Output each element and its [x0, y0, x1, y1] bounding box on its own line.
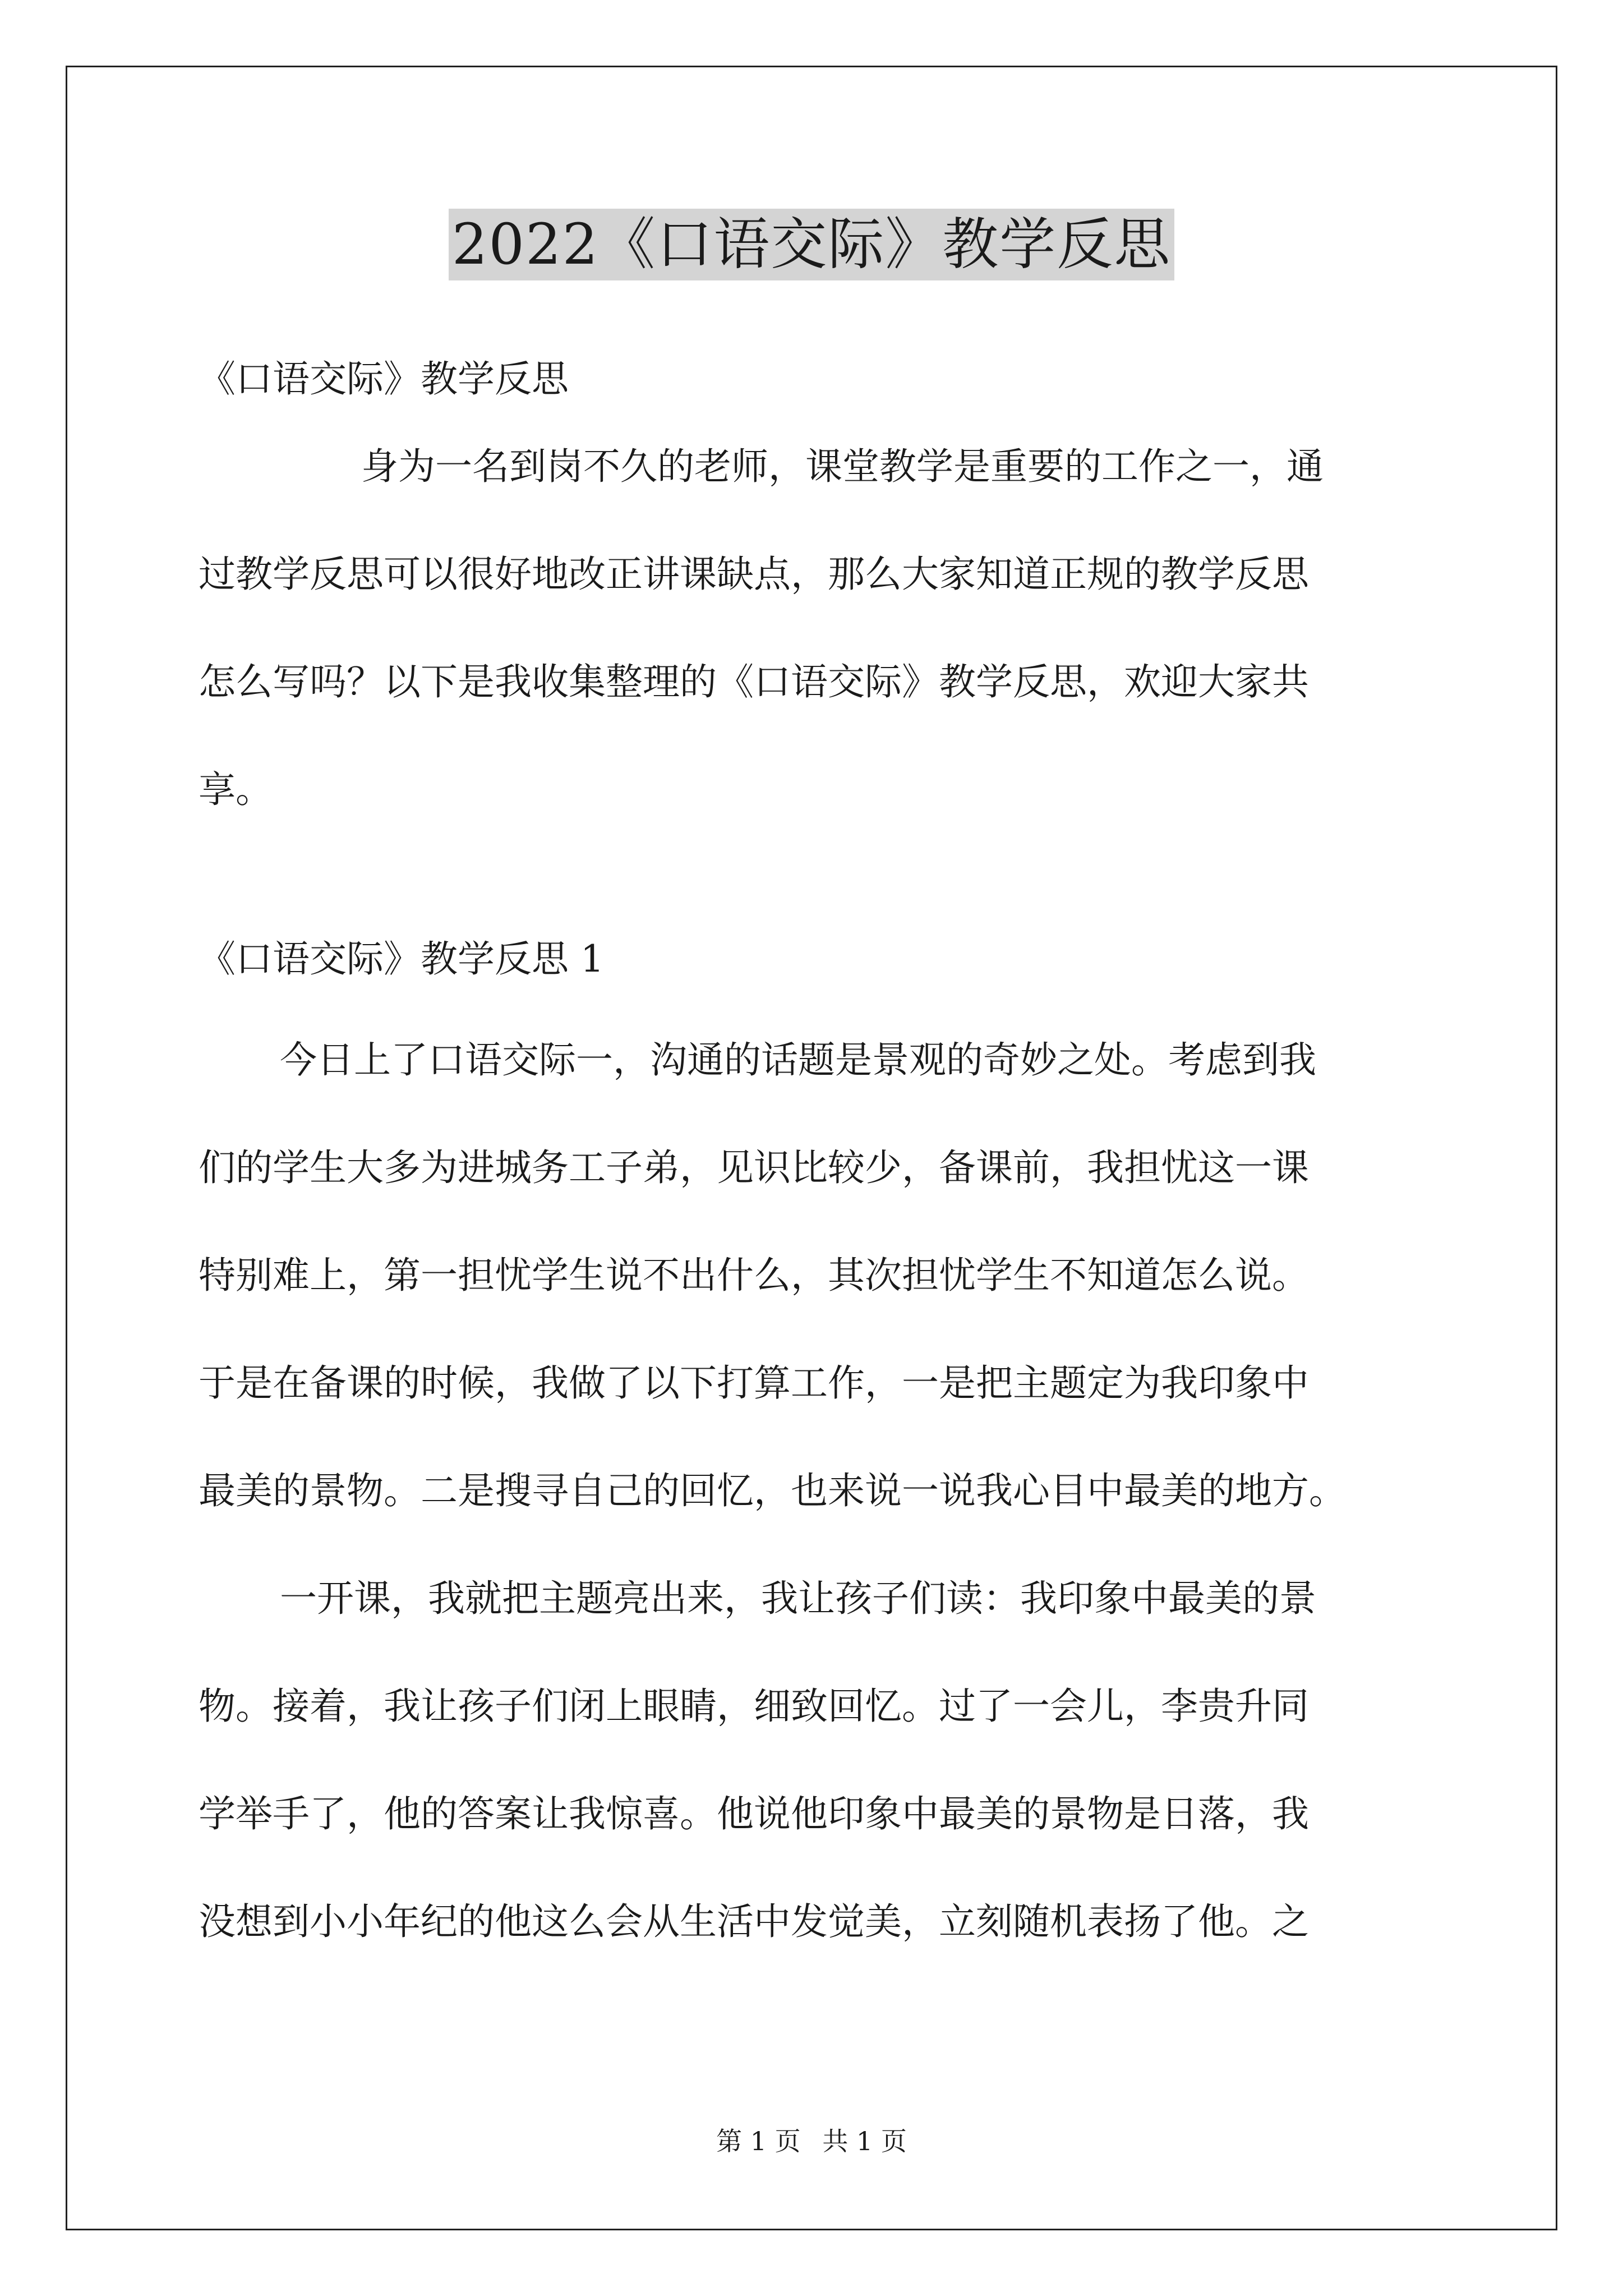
document-title: 2022《口语交际》教学反思: [449, 209, 1175, 280]
paragraph-line: 物。接着，我让孩子们闭上眼睛，细致回忆。过了一会儿，李贵升同: [199, 1685, 1309, 1728]
section-heading: 《口语交际》教学反思 1: [199, 937, 604, 981]
section-paragraph-1: [199, 1033, 1432, 1518]
paragraph-line: 今日上了口语交际一，沟通的话题是景观的奇妙之处。考虑到我: [280, 1038, 1316, 1082]
paragraph-line: 们的学生大多为进城务工子弟，见识比较少，备课前，我担忧这一课: [199, 1146, 1309, 1189]
paragraph-line: 学举手了，他的答案让我惊喜。他说他印象中最美的景物是日落，我: [199, 1792, 1309, 1835]
title-container: [0, 209, 1623, 280]
document-body: [199, 314, 1432, 1949]
paragraph-line: 没想到小小年纪的他这么会从生活中发觉美，立刻随机表扬了他。之: [199, 1900, 1309, 1943]
paragraph-line: 最美的景物。二是搜寻自己的回忆，也来说一说我心目中最美的地方。: [199, 1469, 1346, 1512]
page-footer: [0, 2124, 1623, 2158]
paragraph-line: 于是在备课的时候，我做了以下打算工作，一是把主题定为我印象中: [199, 1361, 1309, 1405]
section-paragraph-2: [199, 1572, 1432, 1949]
intro-line: 怎么写吗？以下是我收集整理的《口语交际》教学反思，欢迎大家共: [199, 660, 1309, 703]
page-number: 第 1 页: [716, 2126, 801, 2156]
intro-line: 享。: [199, 768, 273, 811]
intro-paragraph: [199, 440, 1432, 817]
intro-line: 身为一名到岗不久的老师，课堂教学是重要的工作之一，通: [361, 445, 1324, 488]
paragraph-line: 一开课，我就把主题亮出来，我让孩子们读：我印象中最美的景: [280, 1577, 1316, 1620]
intro-line: 过教学反思可以很好地改正讲课缺点，那么大家知道正规的教学反思: [199, 553, 1309, 596]
page-total: 共 1 页: [822, 2126, 907, 2156]
subtitle: 《口语交际》教学反思: [199, 357, 569, 401]
paragraph-line: 特别难上，第一担忧学生说不出什么，其次担忧学生不知道怎么说。: [199, 1254, 1309, 1297]
